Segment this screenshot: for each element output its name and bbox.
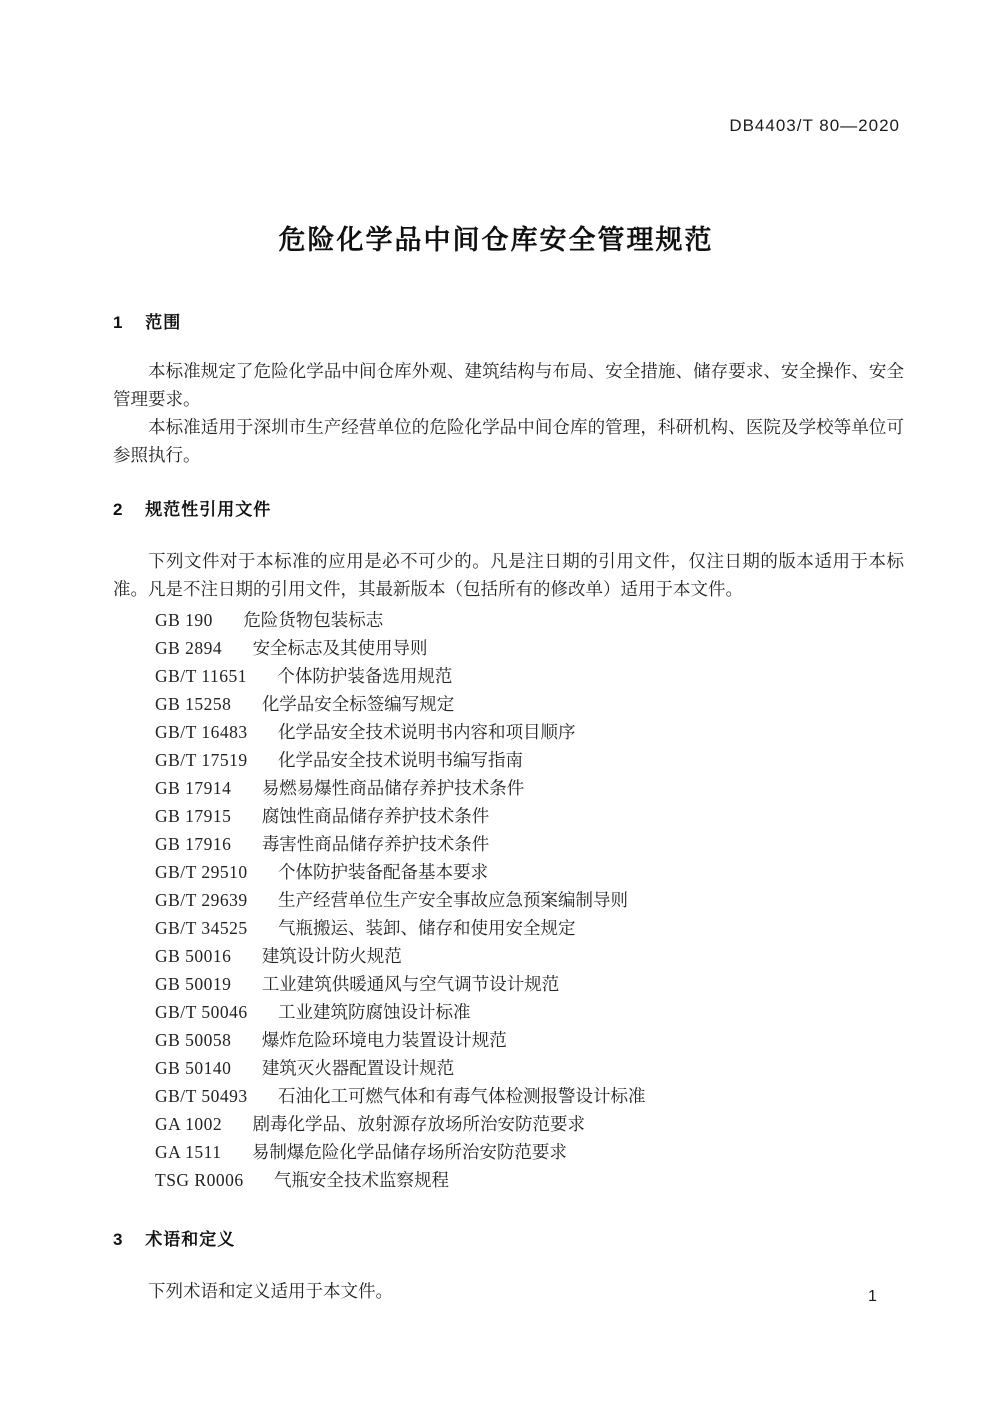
reference-code: GB 2894 [155, 638, 223, 658]
reference-item [155, 1054, 904, 1082]
reference-code: TSG R0006 [155, 1170, 244, 1190]
reference-title: 工业建筑供暖通风与空气调节设计规范 [261, 974, 560, 994]
reference-item [155, 690, 904, 718]
reference-title: 个体防护装备配备基本要求 [278, 862, 489, 882]
reference-item [155, 830, 904, 858]
reference-title: 爆炸危险环境电力装置设计规范 [261, 1030, 507, 1050]
reference-code: GB/T 50493 [155, 1086, 248, 1106]
section-title: 范围 [145, 313, 182, 332]
reference-title: 毒害性商品储存养护技术条件 [261, 834, 490, 854]
reference-title: 危险货物包装标志 [243, 610, 384, 630]
reference-code: GB/T 16483 [155, 722, 248, 742]
reference-code: GB/T 29639 [155, 890, 248, 910]
reference-item [155, 606, 904, 634]
reference-item [155, 1138, 904, 1166]
reference-title: 易燃易爆性商品储存养护技术条件 [261, 778, 525, 798]
reference-title: 石油化工可燃气体和有毒气体检测报警设计标准 [278, 1086, 646, 1106]
reference-item [155, 746, 904, 774]
reference-item [155, 1026, 904, 1054]
reference-code: GB 17914 [155, 778, 232, 798]
reference-item [155, 1166, 904, 1194]
section-number: 1 [113, 313, 124, 332]
reference-code: GB/T 29510 [155, 862, 248, 882]
reference-item [155, 858, 904, 886]
reference-item [155, 942, 904, 970]
reference-item [155, 802, 904, 830]
reference-title: 气瓶安全技术监察规程 [273, 1170, 449, 1190]
reference-title: 化学品安全技术说明书内容和项目顺序 [278, 722, 576, 742]
reference-code: GB/T 11651 [155, 666, 248, 686]
reference-code: GB 50019 [155, 974, 232, 994]
reference-title: 安全标志及其使用导则 [252, 638, 428, 658]
reference-title: 工业建筑防腐蚀设计标准 [278, 1002, 471, 1022]
section-references-heading [113, 495, 904, 520]
reference-title: 气瓶搬运、装卸、储存和使用安全规定 [278, 918, 576, 938]
section-scope [113, 308, 904, 469]
reference-item [155, 774, 904, 802]
reference-code: GB 50140 [155, 1058, 232, 1078]
section-terms-heading [113, 1225, 904, 1250]
scope-paragraph: 本标准规定了危险化学品中间仓库外观、建筑结构与布局、安全措施、储存要求、安全操作、安全管理要求。 [113, 361, 904, 409]
reference-title: 建筑设计防火规范 [261, 946, 402, 966]
reference-code: GB 15258 [155, 694, 232, 714]
reference-title: 生产经营单位生产安全事故应急预案编制导则 [278, 890, 629, 910]
reference-code: GB/T 34525 [155, 918, 248, 938]
reference-item [155, 1082, 904, 1110]
reference-title: 建筑灭火器配置设计规范 [261, 1058, 455, 1078]
reference-code: GA 1511 [155, 1142, 222, 1162]
reference-code: GB/T 50046 [155, 1002, 248, 1022]
reference-title: 易制爆危险化学品储存场所治安防范要求 [251, 1142, 567, 1162]
reference-item [155, 914, 904, 942]
reference-code: GB/T 17519 [155, 750, 248, 770]
reference-item [155, 970, 904, 998]
scope-paragraph: 本标准适用于深圳市生产经营单位的危险化学品中间仓库的管理，科研机构、医院及学校等单位可参照执行。 [113, 417, 904, 465]
reference-item [155, 662, 904, 690]
section-number: 2 [113, 500, 124, 519]
reference-code: GA 1002 [155, 1114, 223, 1134]
reference-item [155, 718, 904, 746]
reference-item [155, 998, 904, 1026]
reference-item [155, 886, 904, 914]
reference-title: 化学品安全技术说明书编写指南 [278, 750, 524, 770]
reference-list [113, 606, 904, 1194]
section-normative-references [113, 495, 904, 1194]
reference-code: GB 50016 [155, 946, 232, 966]
reference-code: GB 17916 [155, 834, 232, 854]
document-number: DB4403/T 80—2020 [729, 116, 900, 135]
section-title: 规范性引用文件 [145, 500, 272, 519]
document-content [113, 308, 904, 1305]
section-terms-definitions [113, 1225, 904, 1305]
reference-title: 腐蚀性商品储存养护技术条件 [261, 806, 490, 826]
references-intro-paragraph: 下列文件对于本标准的应用是必不可少的。凡是注日期的引用文件，仅注日期的版本适用于本标准。凡是不注日期的引用文件，其最新版本（包括所有的修改单）适用于本文件。 [113, 551, 904, 599]
reference-title: 剧毒化学品、放射源存放场所治安防范要求 [252, 1114, 586, 1134]
document-title: 危险化学品中间仓库安全管理规范 [278, 225, 714, 255]
reference-code: GB 50058 [155, 1030, 232, 1050]
section-number: 3 [113, 1230, 124, 1249]
reference-title: 个体防护装备选用规范 [277, 666, 453, 686]
terms-intro-paragraph: 下列术语和定义适用于本文件。 [148, 1281, 393, 1301]
reference-title: 化学品安全标签编写规定 [261, 694, 455, 714]
reference-item [155, 634, 904, 662]
reference-code: GB 17915 [155, 806, 232, 826]
reference-code: GB 190 [155, 610, 213, 630]
section-title: 术语和定义 [145, 1230, 236, 1249]
section-scope-heading [113, 308, 904, 333]
reference-item [155, 1110, 904, 1138]
page-number: 1 [868, 1288, 877, 1305]
